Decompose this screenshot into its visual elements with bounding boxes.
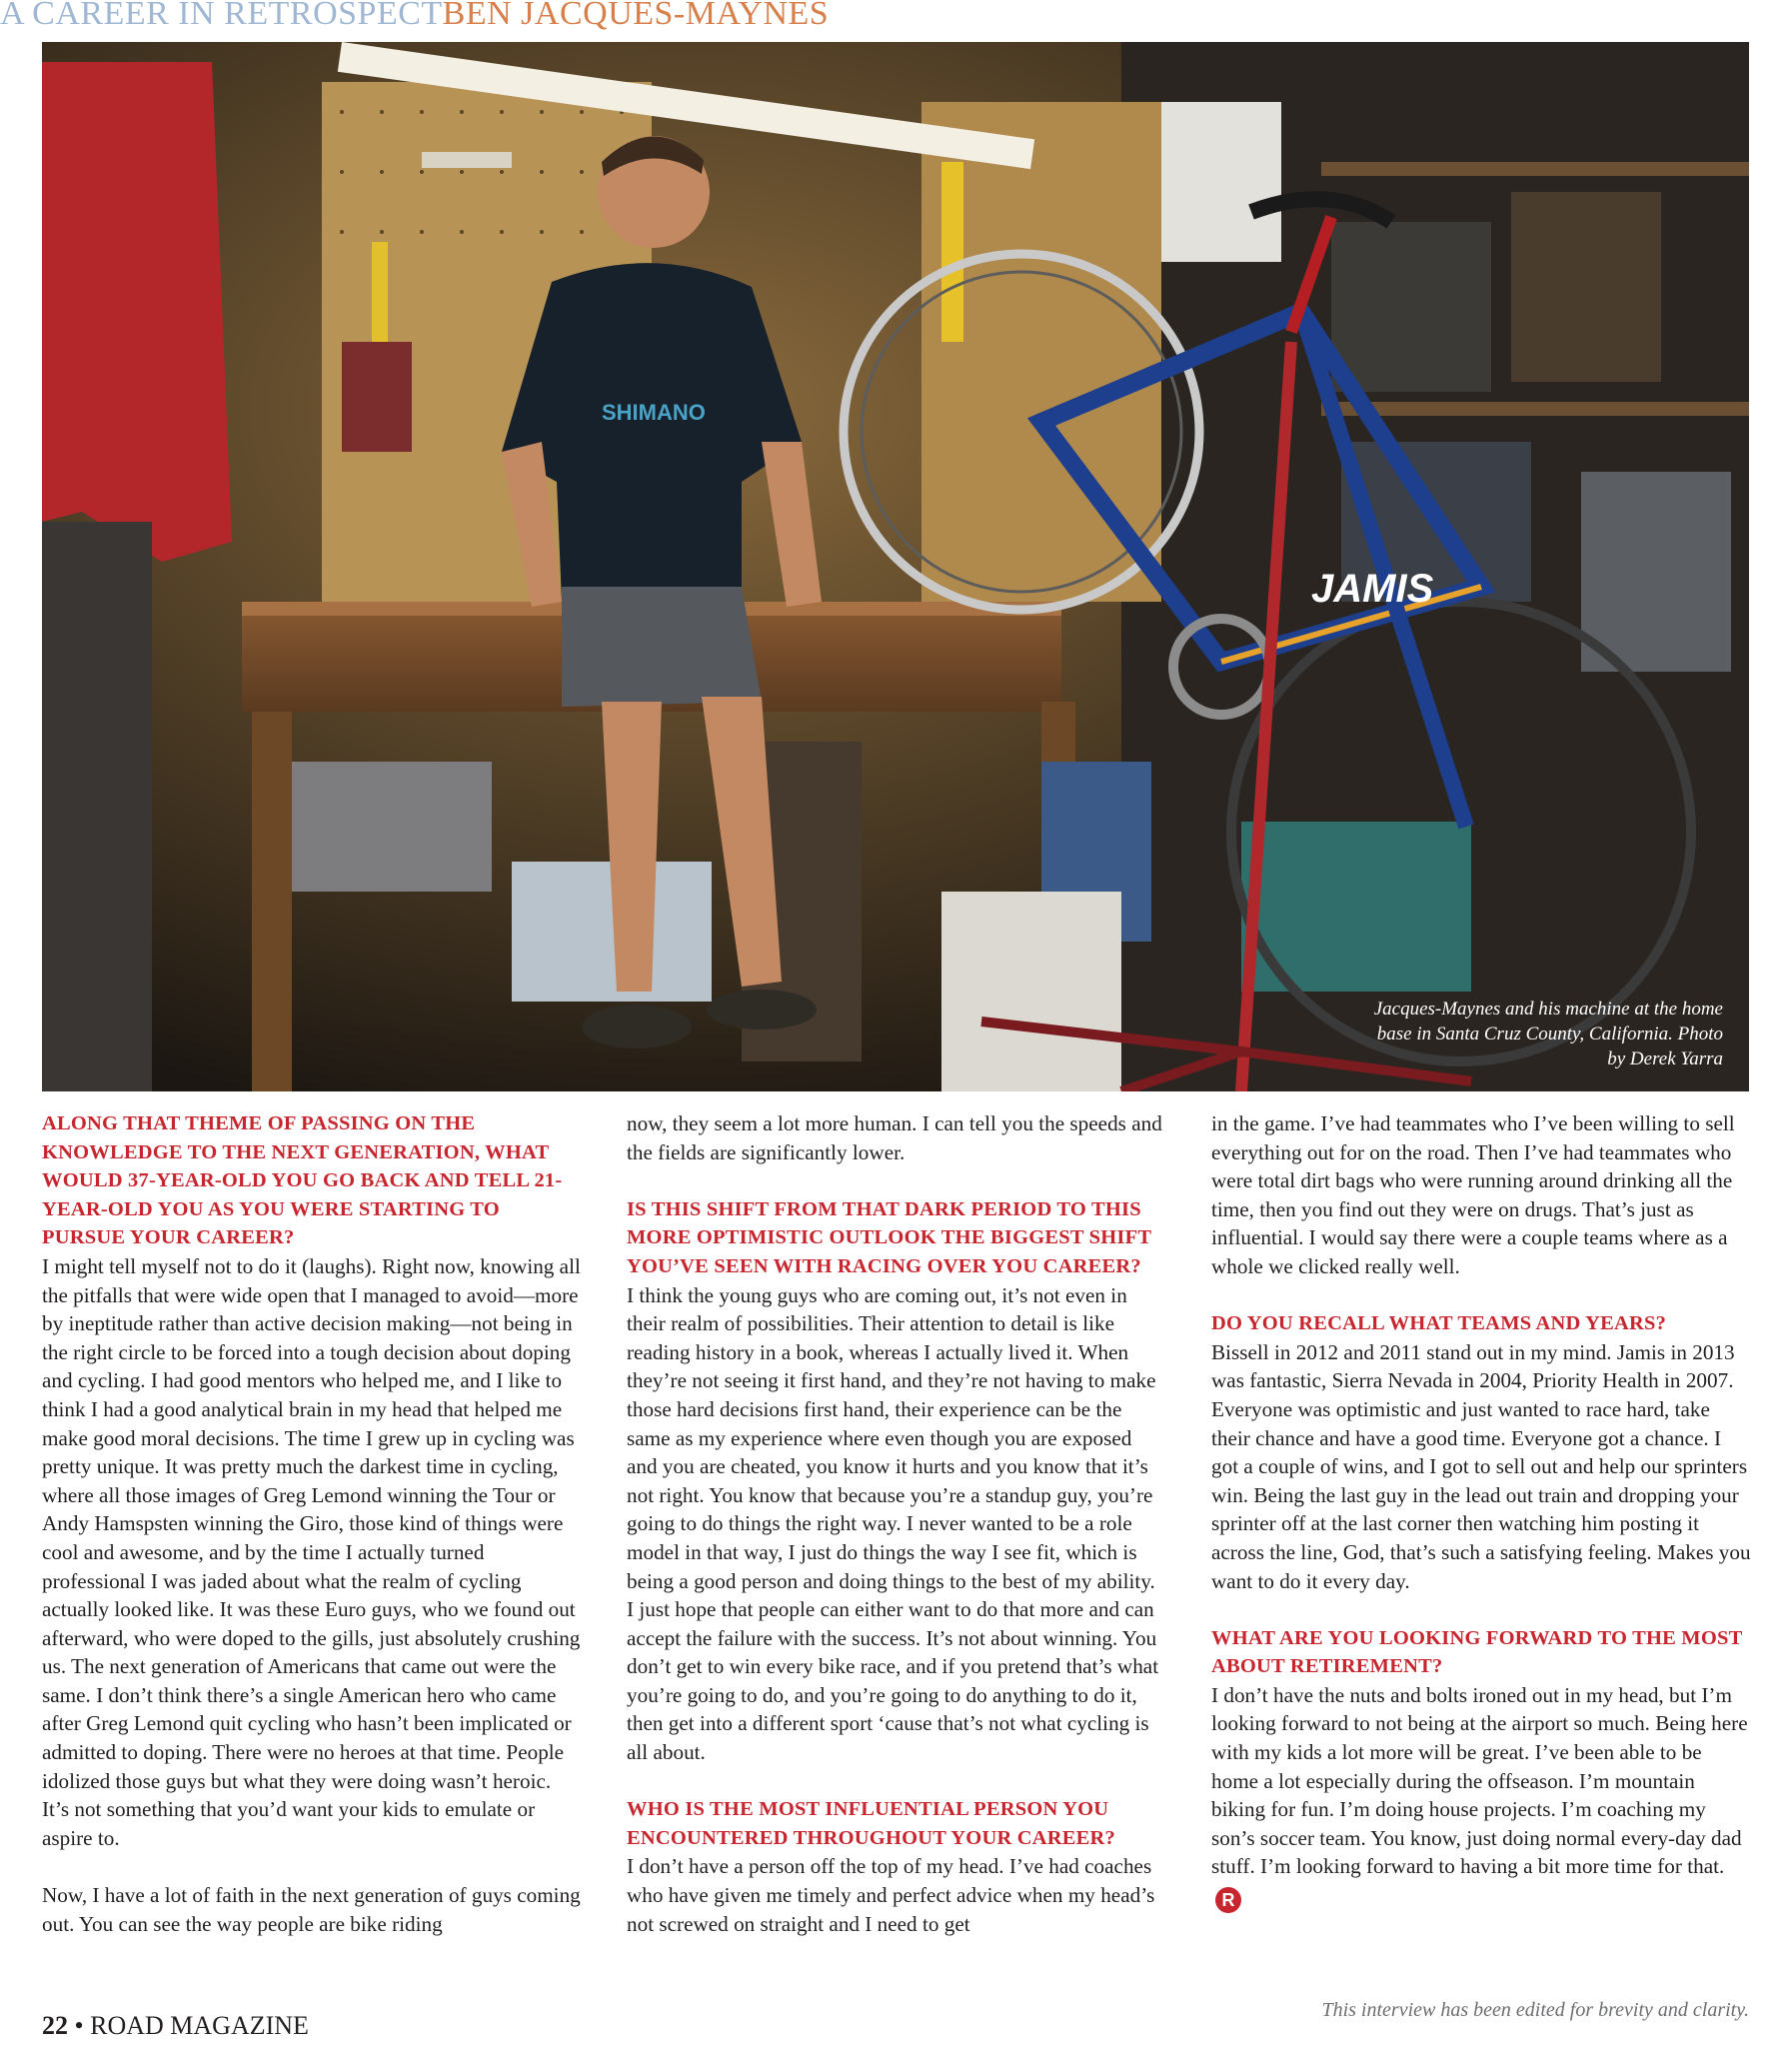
answer-1: I might tell myself not to do it (laughs). Right now, knowing all the pitfalls that were wide open that I managed to avoid—more by ineptitude rather than active decision making—not being in the right circle to be forced into a tough decision about doping and cycling. I had good mentors who helped me, and I like to think I had a good analytical brain in my head that helped me make good moral decisions. The time I grew up in cycling was pretty unique. It was pretty much the darkest time in cycling, where all those images of Greg Lemond winning the Tour or Andy Hamspsten winning the Giro, those kind of things were cool and awesome, and by the time I actually turned professional I was jaded about what the realm of cycling actually looked like. It was these Euro guys, who we found out afterward, who were doped to the gills, just absolutely crushing us. The next generation of Americans that came out were the same. I don’t think there’s a single American hero who came after Greg Lemond quit cycling who hasn’t been implicated or admitted to doping. There were no heroes at that time. People idolized those guys but what they were doing wasn’t heroic. It’s not something that you’d want your kids to emulate or aspire to.	[42, 1253, 581, 1850]
question-3: WHO IS THE MOST INFLUENTIAL PERSON YOU ENCOUNTERED THROUGHOUT YOUR CAREER?	[627, 1798, 1116, 1849]
answer-3-end: in the game. I’ve had teammates who I’ve been willing to sell everything out for on the road. Then I’ve had teammates who were total dirt bags who were running around drinking all the time, then you find out they were on drugs. That’s just as influential. I would say there were a couple teams where as a whole we clicked really well.	[1211, 1111, 1735, 1278]
page-number: 22	[42, 2011, 68, 2040]
question-4: DO YOU RECALL WHAT TEAMS AND YEARS?	[1211, 1312, 1667, 1335]
question-1: ALONG THAT THEME OF PASSING ON THE KNOWLEDGE TO THE NEXT GENERATION, WHAT WOULD 37-YEAR-OLD YOU GO BACK AND TELL 21-YEAR-OLD YOU AS YOU WERE STARTING TO PURSUE YOUR CAREER?	[42, 1112, 563, 1249]
answer-5	[1211, 1681, 1751, 1913]
editor-note: This interview has been edited for brevity and clarity.	[1321, 1999, 1749, 2021]
answer-5-text: I don’t have the nuts and bolts ironed out in my head, but I’m looking forward to not being at the airport so much. Being here with my kids a lot more will be great. I’ve been able to be home a lot especially during the offseason. I’m mountain biking for fun. I’m doing house projects. I’m coaching my son’s soccer team. You know, just doing normal every-day dad stuff. I’m looking forward to having a bit more time for that.	[1211, 1682, 1748, 1879]
folio-separator: •	[74, 2011, 84, 2040]
answer-4: Bissell in 2012 and 2011 stand out in my mind. Jamis in 2013 was fantastic, Sierra Nevada in 2004, Priority Health in 2007. Everyone was optimistic and just wanted to race hard, take their chance and have a good time. Everyone got a chance. I got a couple of wins, and I got to sell out and help our sprinters win. Being the last guy in the lead out train and dropping your sprinter off at the last corner then watching him posting it across the line, God, that’s such a satisfying feeling. Makes you want to do it every day.	[1211, 1339, 1751, 1593]
end-mark-icon: R	[1215, 1887, 1241, 1913]
answer-3: I don’t have a person off the top of my head. I’ve had coaches who have given me timely and perfect advice when my head’s not screwed on straight and I need to get	[627, 1854, 1155, 1936]
text-column-1	[42, 1109, 582, 1938]
answer-2: I think the young guys who are coming out, it’s not even in their realm of possibilities. Their attention to detail is like reading history in a book, whereas I actually lived it. When they’re not seeing it first hand, and they’re not having to make those hard decisions first hand, their experience can be the same as my experience where even though you are exposed and you are cheated, you know it hurts and you know that it’s not right. You know that because you’re a standup guy, you’re going to do things the right way. I never wanted to be a role model in that way, I just do things the way I see fit, which is being a good person and doing things to the best of my ability. I just hope that people can either want to do that more and can accept the failure with the success. It’s not about winning. You don’t get to win every bike race, and if you pretend that’s what you’re going to do, and you’re going to do anything to do it, then get into a different sport ‘cause that’s not what cycling is all about.	[627, 1282, 1159, 1765]
feature-photo	[42, 42, 1749, 1091]
photo-caption: Jacques-Maynes and his machine at the home base in Santa Cruz County, California. Photo by Derek Yarra	[1373, 999, 1723, 1069]
question-5: WHAT ARE YOU LOOKING FORWARD TO THE MOST ABOUT RETIREMENT?	[1211, 1626, 1743, 1678]
running-header	[0, 0, 829, 34]
garage-scene-illustration	[42, 42, 1749, 1091]
magazine-name: ROAD MAGAZINE	[90, 2011, 309, 2040]
section-title: A CAREER IN RETROSPECT	[0, 0, 443, 32]
shirt-logo-text: SHIMANO	[602, 400, 706, 425]
frame-brand-text: JAMIS	[1311, 567, 1434, 611]
question-2: IS THIS SHIFT FROM THAT DARK PERIOD TO THIS MORE OPTIMISTIC OUTLOOK THE BIGGEST SHIFT YOU’VE SEEN WITH RACING OVER YOU CAREER?	[627, 1197, 1151, 1277]
answer-1-continued: Now, I have a lot of faith in the next generation of guys coming out. You can see the way people are bike riding	[42, 1883, 581, 1936]
page-folio	[42, 2011, 309, 2041]
text-column-2	[627, 1109, 1166, 1938]
answer-1-end: now, they seem a lot more human. I can tell you the speeds and the fields are significantly lower.	[627, 1111, 1162, 1164]
text-column-3	[1211, 1109, 1751, 1913]
subject-name: BEN JACQUES-MAYNES	[442, 0, 830, 32]
